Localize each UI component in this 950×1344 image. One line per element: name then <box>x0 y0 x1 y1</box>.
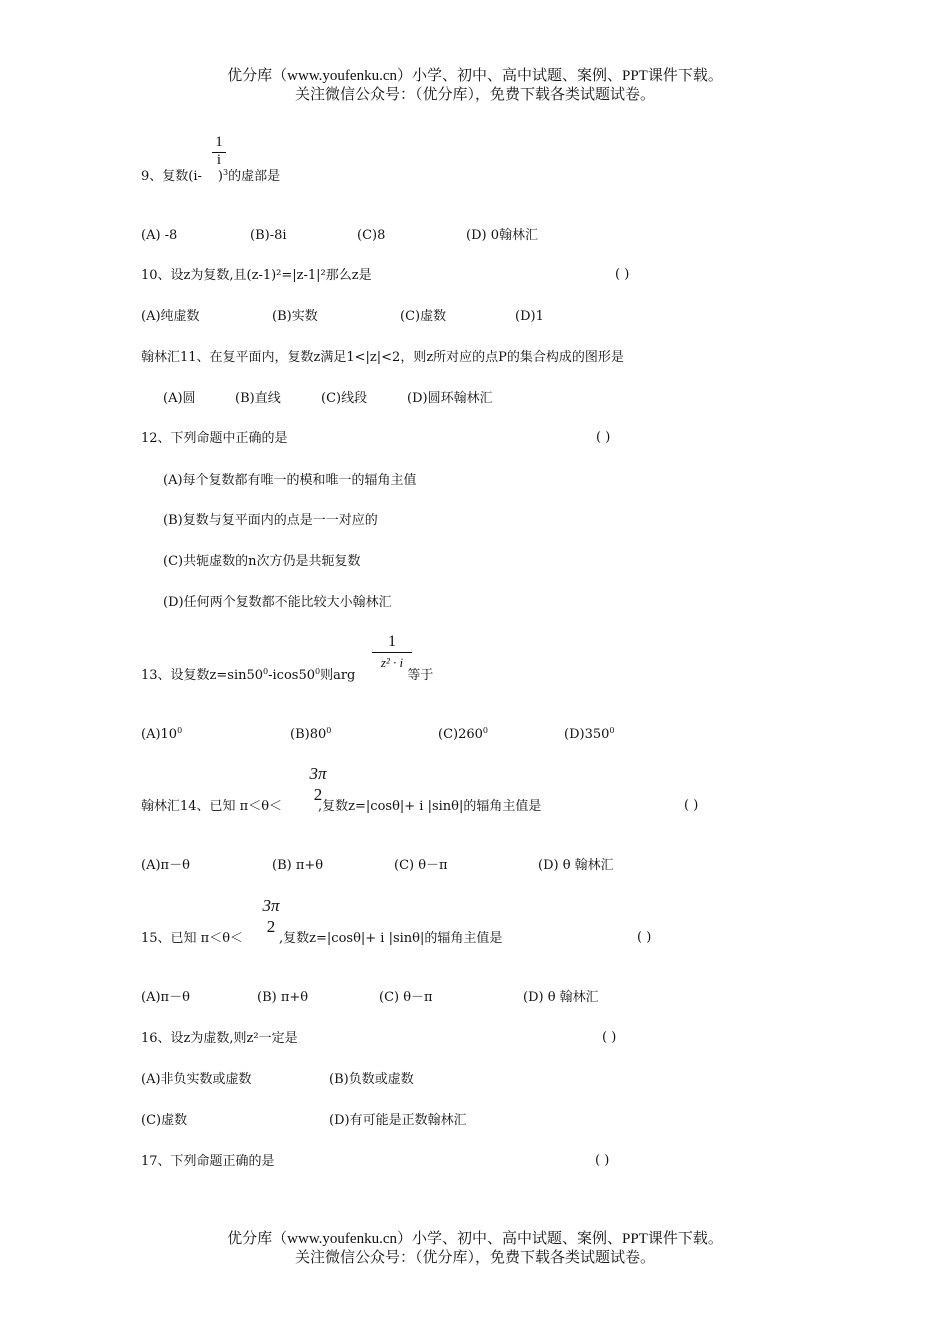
q9-frac-den: i <box>216 152 222 168</box>
q9-option-c: (C)8 <box>357 228 386 243</box>
q13-frac-num: 1 <box>372 632 412 653</box>
q15-stem-post: ,复数z=|cosθ|+ i |sinθ|的辐角主值是 <box>279 931 503 946</box>
q15-stem-pre: 15、已知 π＜θ＜ <box>141 931 244 946</box>
q14-option-c: (C) θ－π <box>394 858 448 873</box>
q9-option-a: (A) -8 <box>141 228 178 243</box>
q16-option-d: (D)有可能是正数翰林汇 <box>329 1113 467 1128</box>
q12-option-b: (B)复数与复平面内的点是一一对应的 <box>163 513 378 528</box>
q9-stem <box>141 168 280 187</box>
q14-answer-paren: ( ) <box>684 798 699 813</box>
q12-stem: 12、下列命题中正确的是 <box>141 431 288 446</box>
q11-stem: 翰林汇11、在复平面内，复数z满足1<|z|<2，则z所对应的点P的集合构成的图形是 <box>141 350 624 365</box>
q14-stem-pre: 翰林汇14、已知 π＜θ＜ <box>141 799 283 814</box>
q15-option-a: (A)π－θ <box>141 990 190 1005</box>
q10-option-d: (D)1 <box>515 309 544 324</box>
q10-option-c: (C)虚数 <box>400 309 447 324</box>
q12-option-d: (D)任何两个复数都不能比较大小翰林汇 <box>163 595 392 610</box>
page-header <box>0 67 950 105</box>
q14-option-b: (B) π+θ <box>272 858 324 873</box>
q13-stem <box>141 667 433 686</box>
q10-stem: 10、设z为复数,且(z-1)²=|z-1|²那么z是 <box>141 268 372 283</box>
q15-frac-num: 3π <box>262 896 280 915</box>
q16-stem: 16、设z为虚数,则z²一定是 <box>141 1031 298 1046</box>
q13-option-c: $(C)260^0$ <box>438 726 488 742</box>
q9-option-d: (D) 0翰林汇 <box>466 228 538 243</box>
footer-line-1: 优分库（www.youfenku.cn）小学、初中、高中试题、案例、PPT课件下载。 <box>227 1231 723 1247</box>
q12-option-a: (A)每个复数都有唯一的模和唯一的辐角主值 <box>163 473 417 488</box>
footer-line-2: 关注微信公众号：（优分库），免费下载各类试题试卷。 <box>294 1250 655 1266</box>
q13-option-b: $(B)80^0$ <box>290 726 332 742</box>
q14-stem-post: ,复数z=|cosθ|+ i |sinθ|的辐角主值是 <box>318 799 542 814</box>
q13-option-d: $(D)350^0$ <box>564 726 615 742</box>
q9-option-b: (B)-8i <box>250 228 287 243</box>
q15-frac-den: 2 <box>266 917 276 936</box>
q12-option-c: (C)共轭虚数的n次方仍是共轭复数 <box>163 554 361 569</box>
q16-answer-paren: ( ) <box>602 1030 617 1045</box>
q14-option-a: (A)π－θ <box>141 858 190 873</box>
q14-option-d: (D) θ 翰林汇 <box>538 858 614 873</box>
q10-answer-paren: ( ) <box>615 267 630 282</box>
header-line-1: 优分库（www.youfenku.cn）小学、初中、高中试题、案例、PPT课件下载。 <box>227 68 723 84</box>
q15-option-b: (B) π+θ <box>257 990 309 1005</box>
q13-stem-pre: 13、设复数z=sin50 <box>141 668 264 683</box>
q9-exponent: 3 <box>222 168 229 177</box>
header-line-2: 关注微信公众号：（优分库），免费下载各类试题试卷。 <box>294 87 655 103</box>
q14-frac-num: 3π <box>309 764 327 783</box>
q13-stem-mid: -icos50 <box>268 668 315 683</box>
page-footer <box>0 1230 950 1268</box>
q13-stem-post: 等于 <box>407 668 434 683</box>
q14-frac-den: 2 <box>313 785 323 804</box>
q17-answer-paren: ( ) <box>595 1153 610 1168</box>
q15-option-c: (C) θ－π <box>379 990 433 1005</box>
q11-option-b: (B)直线 <box>235 391 281 406</box>
q12-answer-paren: ( ) <box>596 430 611 445</box>
q15-option-d: (D) θ 翰林汇 <box>523 990 599 1005</box>
q13-frac-den: z² · i <box>380 655 404 670</box>
q15-answer-paren: ( ) <box>637 930 652 945</box>
q9-fraction <box>212 132 226 167</box>
q9-stem-post: 的虚部是 <box>228 169 281 184</box>
q13-degree-1: 0 <box>263 667 269 676</box>
q13-stem-arg: 则arg <box>320 668 356 683</box>
q15-stem <box>141 930 502 948</box>
q16-option-b: (B)负数或虚数 <box>329 1072 414 1087</box>
q11-option-a: (A)圆 <box>163 391 196 406</box>
q11-option-c: (C)线段 <box>321 391 368 406</box>
q13-option-a: $(A)10^0$ <box>141 726 183 742</box>
q9-stem-pre: 9、复数(i- <box>141 169 202 184</box>
q9-stem-mid: ) <box>217 169 223 184</box>
q13-degree-2: 0 <box>315 667 321 676</box>
q10-option-b: (B)实数 <box>272 309 318 324</box>
q17-stem: 17、下列命题正确的是 <box>141 1154 275 1169</box>
q14-stem <box>141 798 541 816</box>
q16-option-c: (C)虚数 <box>141 1113 188 1128</box>
q9-frac-num: 1 <box>212 132 226 153</box>
q10-option-a: (A)纯虚数 <box>141 309 200 324</box>
q16-option-a: (A)非负实数或虚数 <box>141 1072 252 1087</box>
q11-option-d: (D)圆环翰林汇 <box>407 391 493 406</box>
